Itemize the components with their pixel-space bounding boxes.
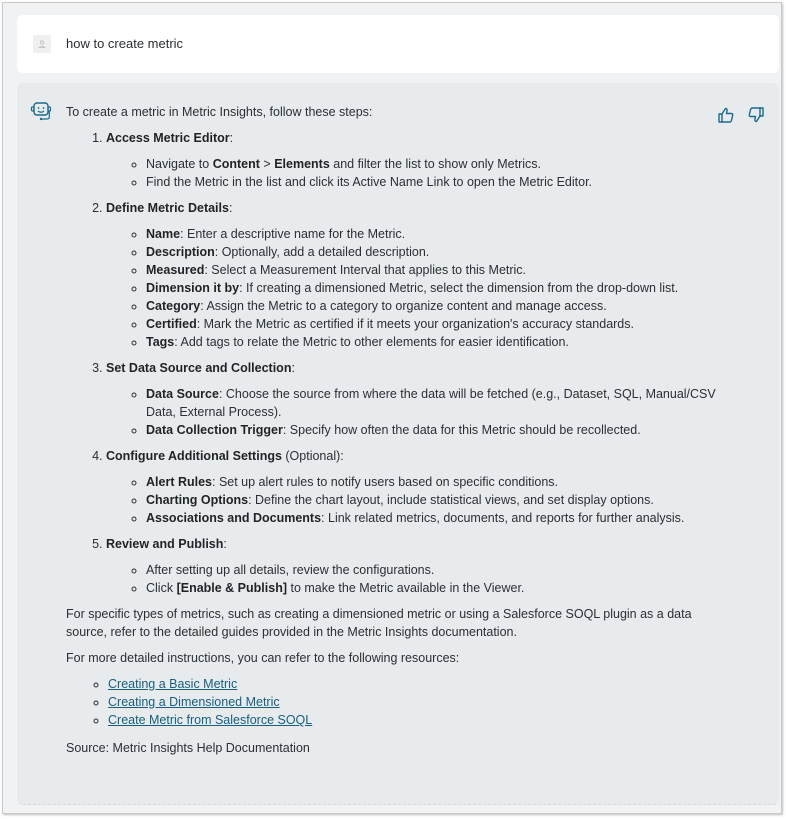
detail-label: Content [212, 157, 260, 171]
step-title-suffix: : [228, 201, 233, 215]
step-detail-item [146, 225, 716, 243]
user-message-text: how to create metric [66, 36, 184, 51]
detail-text: to make the Metric available in the Viewer. [287, 581, 525, 595]
steps-list [66, 129, 716, 597]
step-sublist [106, 225, 716, 351]
step-item [106, 199, 716, 351]
detail-label: Name [146, 227, 181, 241]
detail-text: : Define the chart layout, include statistical views, and set display options. [248, 493, 654, 507]
step-sublist [106, 155, 716, 191]
user-message [17, 15, 779, 73]
step-sublist [106, 473, 716, 527]
detail-text: > [259, 157, 275, 171]
link-creating-basic-metric[interactable]: Creating a Basic Metric [108, 677, 238, 691]
bot-message-content [66, 103, 716, 765]
step-detail-item [146, 333, 716, 351]
step-item [106, 447, 716, 527]
step-heading [106, 447, 716, 465]
detail-label: Dimension it by [146, 281, 240, 295]
step-sublist [106, 561, 716, 597]
detail-text: : Specify how often the data for this Metric should be recollected. [282, 423, 641, 437]
step-title: Configure Additional Settings [106, 449, 282, 463]
intro-text: To create a metric in Metric Insights, follow these steps: [66, 105, 373, 119]
detail-text: : Set up alert rules to notify users based on specific conditions. [212, 475, 559, 489]
step-detail-item [146, 297, 716, 315]
step-title: Access Metric Editor [106, 131, 230, 145]
resource-link-item [108, 711, 716, 729]
step-detail-item [146, 509, 716, 527]
bot-message [17, 83, 779, 805]
step-title: Define Metric Details [106, 201, 229, 215]
detail-text: : If creating a dimensioned Metric, select the dimension from the drop-down list. [239, 281, 679, 295]
step-detail-item [146, 261, 716, 279]
step-detail-item [146, 561, 716, 579]
detail-text: Navigate to [146, 157, 213, 171]
user-avatar [33, 35, 51, 53]
bot-icon [30, 101, 52, 123]
step-title-suffix: : [291, 361, 295, 375]
detail-label: Associations and Documents [146, 511, 322, 525]
user-icon [38, 40, 46, 48]
chat-window [2, 2, 782, 814]
source-text: Source: Metric Insights Help Documentation [66, 741, 310, 755]
step-detail-item [146, 491, 716, 509]
link-creating-dimensioned-metric[interactable]: Creating a Dimensioned Metric [108, 695, 280, 709]
detail-text: and filter the list to show only Metrics. [329, 157, 541, 171]
detail-label: Elements [274, 157, 330, 171]
step-detail-item [146, 173, 716, 191]
specific-guides-text: For specific types of metrics, such as creating a dimensioned metric or using a Salesforce SOQL plugin as a data source, refer to the detailed guides provided in the Metric Insights documentation. [66, 607, 692, 639]
step-item [106, 359, 716, 439]
detail-label: Category [146, 299, 201, 313]
step-item [106, 129, 716, 191]
thumbs-up-icon[interactable] [717, 106, 735, 124]
detail-text: : Link related metrics, documents, and reports for further analysis. [321, 511, 685, 525]
step-item [106, 535, 716, 597]
detail-label: Charting Options [146, 493, 249, 507]
detail-text: : Mark the Metric as certified if it meets your organization's accuracy standards. [196, 317, 634, 331]
step-detail-item [146, 579, 716, 597]
detail-text: : Assign the Metric to a category to organize content and manage access. [200, 299, 607, 313]
step-detail-item [146, 243, 716, 261]
detail-label: Description [146, 245, 215, 259]
detail-label: Alert Rules [146, 475, 212, 489]
step-sublist [106, 385, 716, 439]
step-detail-item [146, 155, 716, 173]
step-heading [106, 359, 716, 377]
detail-text: : Choose the source from where the data will be fetched (e.g., Dataset, SQL, Manual/CSV Data, External Process). [146, 387, 716, 419]
detail-label: Measured [146, 263, 205, 277]
step-title-suffix: (Optional): [281, 449, 344, 463]
step-detail-item [146, 385, 716, 421]
step-title-suffix: : [223, 537, 227, 551]
step-detail-item [146, 315, 716, 333]
detail-text: : Select a Measurement Interval that applies to this Metric. [204, 263, 527, 277]
detail-text: : Optionally, add a detailed description. [214, 245, 430, 259]
step-title: Set Data Source and Collection [106, 361, 292, 375]
detail-label: Data Source [146, 387, 219, 401]
resource-link-item [108, 693, 716, 711]
step-title-suffix: : [229, 131, 234, 145]
detail-label: Data Collection Trigger [146, 423, 283, 437]
detail-text: : Enter a descriptive name for the Metric. [180, 227, 406, 241]
detail-text: Click [146, 581, 177, 595]
detail-text: Find the Metric in the list and click its Active Name Link to open the Metric Editor. [146, 175, 593, 189]
step-detail-item [146, 421, 716, 439]
detail-label: [Enable & Publish] [176, 581, 287, 595]
step-detail-item [146, 473, 716, 491]
step-heading [106, 535, 716, 553]
step-detail-item [146, 279, 716, 297]
resource-link-item [108, 675, 716, 693]
detail-label: Certified [146, 317, 197, 331]
detail-text: : Add tags to relate the Metric to other elements for easier identification. [174, 335, 569, 349]
resources-intro-text: For more detailed instructions, you can refer to the following resources: [66, 651, 460, 665]
thumbs-down-icon[interactable] [747, 106, 765, 124]
step-heading [106, 129, 716, 147]
link-create-metric-salesforce-soql[interactable]: Create Metric from Salesforce SOQL [108, 713, 313, 727]
step-title: Review and Publish [106, 537, 224, 551]
resource-links [66, 675, 716, 729]
detail-text: After setting up all details, review the configurations. [146, 563, 435, 577]
detail-label: Tags [146, 335, 175, 349]
step-heading [106, 199, 716, 217]
